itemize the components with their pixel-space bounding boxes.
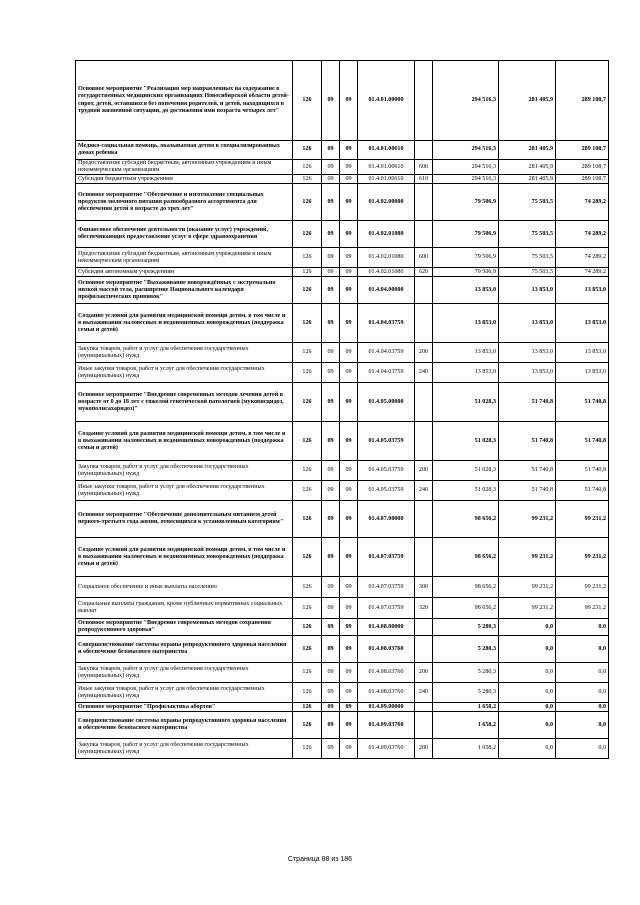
row-name: Закупка товаров, работ и услуг для обеспечения государственных (муниципальных) нужд bbox=[76, 663, 293, 683]
table-row bbox=[76, 248, 609, 268]
cell-expense-type: 610 bbox=[415, 175, 433, 184]
cell-amount-1: 79 506,9 bbox=[433, 184, 499, 221]
cell-amount-1: 98 656,2 bbox=[433, 577, 499, 598]
cell-amount-2: 0,0 bbox=[499, 703, 556, 712]
table-row bbox=[76, 683, 609, 703]
cell-subsection: 09 bbox=[340, 683, 358, 703]
table-row bbox=[76, 304, 609, 343]
cell-target-code: 01.4.02.01080 bbox=[358, 248, 415, 268]
cell-section: 09 bbox=[322, 577, 340, 598]
table-row bbox=[76, 184, 609, 221]
cell-amount-1: 79 506,9 bbox=[433, 221, 499, 248]
cell-amount-1: 1 658,2 bbox=[433, 712, 499, 739]
row-name: Социальные выплаты гражданам, кроме публичных нормативных социальных выплат bbox=[76, 598, 293, 619]
cell-subsection: 09 bbox=[340, 461, 358, 481]
cell-subsection: 09 bbox=[340, 277, 358, 304]
cell-grbs: 126 bbox=[293, 248, 322, 268]
row-name: Совершенствование системы охраны репродуктивного здоровья населения и обеспечение безопасного материнства bbox=[76, 712, 293, 739]
cell-target-code: 01.4.04.03759 bbox=[358, 304, 415, 343]
cell-amount-1: 294 516,3 bbox=[433, 141, 499, 160]
cell-amount-3: 289 108,7 bbox=[556, 141, 609, 160]
cell-grbs: 126 bbox=[293, 141, 322, 160]
cell-expense-type bbox=[415, 619, 433, 636]
cell-amount-2: 13 853,0 bbox=[499, 343, 556, 363]
cell-subsection: 09 bbox=[340, 712, 358, 739]
cell-expense-type bbox=[415, 221, 433, 248]
table-row bbox=[76, 663, 609, 683]
cell-amount-1: 1 658,2 bbox=[433, 739, 499, 759]
cell-subsection: 09 bbox=[340, 184, 358, 221]
cell-grbs: 126 bbox=[293, 538, 322, 577]
table-row bbox=[76, 221, 609, 248]
row-name: Основное мероприятие "Внедрение современных методов лечения детей в возрасте от 0 до 18 лет с тяжелой генетической патологией (муковисцидоз, мукополисахаридоз)" bbox=[76, 383, 293, 422]
cell-expense-type bbox=[415, 538, 433, 577]
cell-expense-type: 240 bbox=[415, 363, 433, 383]
cell-target-code: 01.4.01.00610 bbox=[358, 141, 415, 160]
cell-amount-3: 13 853,0 bbox=[556, 277, 609, 304]
table-row bbox=[76, 501, 609, 538]
cell-amount-3: 74 289,2 bbox=[556, 221, 609, 248]
cell-amount-1: 5 280,3 bbox=[433, 636, 499, 663]
cell-target-code: 01.4.07.03759 bbox=[358, 598, 415, 619]
cell-grbs: 126 bbox=[293, 481, 322, 501]
cell-amount-2: 75 503,5 bbox=[499, 248, 556, 268]
cell-section: 09 bbox=[322, 175, 340, 184]
cell-section: 09 bbox=[322, 277, 340, 304]
cell-amount-1: 13 853,0 bbox=[433, 343, 499, 363]
cell-section: 09 bbox=[322, 160, 340, 175]
cell-section: 09 bbox=[322, 343, 340, 363]
cell-amount-1: 51 028,3 bbox=[433, 422, 499, 461]
cell-expense-type: 240 bbox=[415, 683, 433, 703]
row-name: Субсидии автономным учреждениям bbox=[76, 268, 293, 277]
cell-section: 09 bbox=[322, 739, 340, 759]
cell-target-code: 01.4.07.03759 bbox=[358, 538, 415, 577]
cell-target-code: 01.4.07.00000 bbox=[358, 501, 415, 538]
cell-grbs: 126 bbox=[293, 619, 322, 636]
cell-amount-2: 0,0 bbox=[499, 636, 556, 663]
cell-section: 09 bbox=[322, 683, 340, 703]
row-name: Совершенствование системы охраны репродуктивного здоровья населения и обеспечение безопасного материнства bbox=[76, 636, 293, 663]
row-name: Закупка товаров, работ и услуг для обеспечения государственных (муниципальных) нужд bbox=[76, 739, 293, 759]
table-row bbox=[76, 703, 609, 712]
cell-expense-type: 200 bbox=[415, 343, 433, 363]
cell-section: 09 bbox=[322, 538, 340, 577]
cell-grbs: 126 bbox=[293, 383, 322, 422]
cell-section: 09 bbox=[322, 663, 340, 683]
cell-amount-3: 74 289,2 bbox=[556, 268, 609, 277]
cell-target-code: 01.4.01.00000 bbox=[358, 61, 415, 141]
cell-target-code: 01.4.05.03759 bbox=[358, 422, 415, 461]
cell-section: 09 bbox=[322, 184, 340, 221]
cell-amount-1: 79 506,9 bbox=[433, 248, 499, 268]
row-name: Предоставление субсидий бюджетным, автономным учреждениям и иным некоммерческим организациям bbox=[76, 160, 293, 175]
cell-grbs: 126 bbox=[293, 221, 322, 248]
table-row bbox=[76, 175, 609, 184]
table-row bbox=[76, 141, 609, 160]
cell-grbs: 126 bbox=[293, 363, 322, 383]
cell-expense-type: 200 bbox=[415, 663, 433, 683]
cell-amount-3: 0,0 bbox=[556, 739, 609, 759]
cell-grbs: 126 bbox=[293, 712, 322, 739]
cell-expense-type bbox=[415, 703, 433, 712]
cell-section: 09 bbox=[322, 501, 340, 538]
cell-section: 09 bbox=[322, 703, 340, 712]
page-footer: Страница 88 из 186 bbox=[287, 856, 353, 863]
cell-expense-type bbox=[415, 141, 433, 160]
row-name: Основное мероприятие "Реализация мер направленных на содержание в государственных медицинских организациях Новосибирской области детей-сирот, детей, оставшихся без попечения родителей, и детей, находящихся в трудной жизненной ситуации, до достижения ими возраста четырех лет" bbox=[76, 61, 293, 141]
row-name: Иные закупки товаров, работ и услуг для обеспечения государственных (муниципальных) нужд bbox=[76, 481, 293, 501]
cell-section: 09 bbox=[322, 481, 340, 501]
cell-subsection: 09 bbox=[340, 703, 358, 712]
cell-amount-2: 281 405,9 bbox=[499, 141, 556, 160]
cell-grbs: 126 bbox=[293, 703, 322, 712]
row-name: Предоставление субсидий бюджетным, автономным учреждениям и иным некоммерческим организациям bbox=[76, 248, 293, 268]
row-name: Создание условий для развития медицинской помощи детям, в том числе и в выхаживании маловесных и недоношенных новорожденных (поддержка семьи и детей) bbox=[76, 538, 293, 577]
cell-grbs: 126 bbox=[293, 422, 322, 461]
cell-amount-2: 0,0 bbox=[499, 619, 556, 636]
row-name: Иные закупки товаров, работ и услуг для обеспечения государственных (муниципальных) нужд bbox=[76, 363, 293, 383]
table-row bbox=[76, 461, 609, 481]
cell-target-code: 01.4.01.00610 bbox=[358, 160, 415, 175]
cell-section: 09 bbox=[322, 141, 340, 160]
cell-grbs: 126 bbox=[293, 636, 322, 663]
cell-target-code: 01.4.09.03760 bbox=[358, 739, 415, 759]
cell-amount-3: 99 231,2 bbox=[556, 577, 609, 598]
cell-target-code: 01.4.09.03760 bbox=[358, 712, 415, 739]
cell-amount-3: 74 289,2 bbox=[556, 248, 609, 268]
cell-expense-type bbox=[415, 501, 433, 538]
cell-amount-1: 294 516,3 bbox=[433, 160, 499, 175]
cell-expense-type bbox=[415, 636, 433, 663]
cell-target-code: 01.4.02.01080 bbox=[358, 268, 415, 277]
cell-subsection: 09 bbox=[340, 268, 358, 277]
cell-amount-1: 51 028,3 bbox=[433, 383, 499, 422]
cell-grbs: 126 bbox=[293, 175, 322, 184]
table-row bbox=[76, 383, 609, 422]
cell-amount-2: 13 853,0 bbox=[499, 304, 556, 343]
cell-expense-type: 600 bbox=[415, 160, 433, 175]
table-row bbox=[76, 712, 609, 739]
cell-amount-3: 0,0 bbox=[556, 683, 609, 703]
cell-subsection: 09 bbox=[340, 343, 358, 363]
cell-amount-2: 13 853,0 bbox=[499, 277, 556, 304]
cell-amount-2: 75 503,5 bbox=[499, 221, 556, 248]
cell-section: 09 bbox=[322, 422, 340, 461]
table-row bbox=[76, 739, 609, 759]
cell-amount-2: 99 231,2 bbox=[499, 538, 556, 577]
cell-amount-2: 51 740,8 bbox=[499, 383, 556, 422]
cell-subsection: 09 bbox=[340, 739, 358, 759]
row-name: Субсидии бюджетным учреждениям bbox=[76, 175, 293, 184]
cell-amount-2: 281 405,9 bbox=[499, 175, 556, 184]
cell-expense-type bbox=[415, 422, 433, 461]
cell-amount-2: 51 740,8 bbox=[499, 481, 556, 501]
cell-amount-1: 51 028,3 bbox=[433, 481, 499, 501]
cell-amount-3: 0,0 bbox=[556, 663, 609, 683]
cell-amount-1: 13 853,0 bbox=[433, 304, 499, 343]
cell-expense-type bbox=[415, 61, 433, 141]
row-name: Иные закупки товаров, работ и услуг для обеспечения государственных (муниципальных) нужд bbox=[76, 683, 293, 703]
cell-section: 09 bbox=[322, 461, 340, 481]
cell-subsection: 09 bbox=[340, 538, 358, 577]
row-name: Создание условий для развития медицинской помощи детям, в том числе и в выхаживании маловесных и недоношенных новорожденных (поддержка семьи и детей) bbox=[76, 422, 293, 461]
cell-amount-1: 13 853,0 bbox=[433, 277, 499, 304]
table-row bbox=[76, 343, 609, 363]
table-row bbox=[76, 363, 609, 383]
table-row bbox=[76, 277, 609, 304]
cell-amount-2: 75 503,5 bbox=[499, 184, 556, 221]
row-name: Основное мероприятие "Обеспечение и изготовление специальных продуктов молочного питания разнообразного ассортимента для обеспечения детей в возрасте до трех лет" bbox=[76, 184, 293, 221]
cell-amount-2: 51 740,8 bbox=[499, 461, 556, 481]
cell-amount-3: 289 108,7 bbox=[556, 175, 609, 184]
cell-subsection: 09 bbox=[340, 383, 358, 422]
cell-subsection: 09 bbox=[340, 577, 358, 598]
cell-amount-3: 0,0 bbox=[556, 619, 609, 636]
cell-amount-3: 51 740,8 bbox=[556, 461, 609, 481]
cell-subsection: 09 bbox=[340, 636, 358, 663]
table-row bbox=[76, 598, 609, 619]
cell-expense-type: 200 bbox=[415, 461, 433, 481]
table-row bbox=[76, 481, 609, 501]
cell-grbs: 126 bbox=[293, 304, 322, 343]
cell-target-code: 01.4.09.00000 bbox=[358, 703, 415, 712]
cell-amount-1: 1 658,2 bbox=[433, 703, 499, 712]
cell-target-code: 01.4.05.03759 bbox=[358, 481, 415, 501]
cell-expense-type: 600 bbox=[415, 248, 433, 268]
cell-subsection: 09 bbox=[340, 501, 358, 538]
row-name: Создание условий для развития медицинской помощи детям, в том числе и в выхаживании маловесных и недоношенных новорожденных (поддержка семьи и детей) bbox=[76, 304, 293, 343]
cell-section: 09 bbox=[322, 248, 340, 268]
cell-amount-1: 98 656,2 bbox=[433, 538, 499, 577]
cell-amount-2: 0,0 bbox=[499, 663, 556, 683]
cell-section: 09 bbox=[322, 712, 340, 739]
cell-grbs: 126 bbox=[293, 277, 322, 304]
cell-expense-type bbox=[415, 277, 433, 304]
cell-section: 09 bbox=[322, 304, 340, 343]
cell-subsection: 09 bbox=[340, 481, 358, 501]
cell-target-code: 01.4.04.03759 bbox=[358, 363, 415, 383]
cell-subsection: 09 bbox=[340, 175, 358, 184]
cell-amount-3: 99 231,2 bbox=[556, 501, 609, 538]
cell-amount-3: 51 740,8 bbox=[556, 481, 609, 501]
cell-subsection: 09 bbox=[340, 598, 358, 619]
cell-target-code: 01.4.04.00000 bbox=[358, 277, 415, 304]
cell-subsection: 09 bbox=[340, 141, 358, 160]
cell-subsection: 09 bbox=[340, 61, 358, 141]
cell-expense-type: 320 bbox=[415, 598, 433, 619]
cell-amount-3: 99 231,2 bbox=[556, 598, 609, 619]
row-name: Финансовое обеспечение деятельности (оказание услуг) учреждений, обеспечивающих предоставление услуг в сфере здравоохранения bbox=[76, 221, 293, 248]
cell-amount-2: 99 231,2 bbox=[499, 577, 556, 598]
cell-section: 09 bbox=[322, 598, 340, 619]
cell-grbs: 126 bbox=[293, 160, 322, 175]
cell-amount-2: 99 231,2 bbox=[499, 501, 556, 538]
cell-grbs: 126 bbox=[293, 268, 322, 277]
cell-section: 09 bbox=[322, 363, 340, 383]
cell-expense-type: 240 bbox=[415, 481, 433, 501]
cell-target-code: 01.4.08.00000 bbox=[358, 619, 415, 636]
table-row bbox=[76, 577, 609, 598]
table-row bbox=[76, 538, 609, 577]
table-row bbox=[76, 268, 609, 277]
cell-grbs: 126 bbox=[293, 61, 322, 141]
cell-amount-1: 5 280,3 bbox=[433, 619, 499, 636]
cell-amount-3: 289 108,7 bbox=[556, 61, 609, 141]
cell-amount-3: 0,0 bbox=[556, 712, 609, 739]
cell-grbs: 126 bbox=[293, 501, 322, 538]
table-body bbox=[76, 61, 609, 759]
budget-table bbox=[75, 60, 609, 759]
cell-amount-2: 13 853,0 bbox=[499, 363, 556, 383]
row-name: Основное мероприятие "Внедрение современных методов сохранения репродуктивного здоровья" bbox=[76, 619, 293, 636]
cell-subsection: 09 bbox=[340, 663, 358, 683]
cell-subsection: 09 bbox=[340, 363, 358, 383]
cell-amount-1: 13 853,0 bbox=[433, 363, 499, 383]
cell-expense-type: 300 bbox=[415, 577, 433, 598]
cell-amount-1: 294 516,3 bbox=[433, 61, 499, 141]
cell-subsection: 09 bbox=[340, 304, 358, 343]
cell-amount-3: 13 853,0 bbox=[556, 363, 609, 383]
cell-section: 09 bbox=[322, 268, 340, 277]
cell-section: 09 bbox=[322, 61, 340, 141]
cell-grbs: 126 bbox=[293, 184, 322, 221]
cell-target-code: 01.4.05.00000 bbox=[358, 383, 415, 422]
cell-amount-3: 0,0 bbox=[556, 636, 609, 663]
cell-expense-type bbox=[415, 184, 433, 221]
cell-amount-1: 5 280,3 bbox=[433, 663, 499, 683]
cell-amount-2: 75 503,5 bbox=[499, 268, 556, 277]
row-name: Основное мероприятие "Профилактика абортов" bbox=[76, 703, 293, 712]
cell-grbs: 126 bbox=[293, 461, 322, 481]
cell-target-code: 01.4.08.03760 bbox=[358, 683, 415, 703]
cell-subsection: 09 bbox=[340, 619, 358, 636]
table-row bbox=[76, 619, 609, 636]
cell-target-code: 01.4.04.03759 bbox=[358, 343, 415, 363]
cell-expense-type: 200 bbox=[415, 739, 433, 759]
cell-amount-1: 98 656,2 bbox=[433, 501, 499, 538]
cell-target-code: 01.4.01.00610 bbox=[358, 175, 415, 184]
cell-amount-1: 51 028,3 bbox=[433, 461, 499, 481]
cell-amount-1: 294 516,3 bbox=[433, 175, 499, 184]
cell-subsection: 09 bbox=[340, 422, 358, 461]
cell-amount-2: 99 231,2 bbox=[499, 598, 556, 619]
cell-grbs: 126 bbox=[293, 577, 322, 598]
cell-amount-3: 0,0 bbox=[556, 703, 609, 712]
cell-expense-type bbox=[415, 712, 433, 739]
table-row bbox=[76, 636, 609, 663]
cell-section: 09 bbox=[322, 619, 340, 636]
cell-grbs: 126 bbox=[293, 598, 322, 619]
table-row bbox=[76, 61, 609, 141]
cell-expense-type: 620 bbox=[415, 268, 433, 277]
cell-subsection: 09 bbox=[340, 248, 358, 268]
cell-amount-2: 0,0 bbox=[499, 712, 556, 739]
cell-amount-3: 13 853,0 bbox=[556, 343, 609, 363]
cell-amount-2: 0,0 bbox=[499, 683, 556, 703]
cell-section: 09 bbox=[322, 221, 340, 248]
cell-expense-type bbox=[415, 304, 433, 343]
cell-amount-2: 281 405,9 bbox=[499, 160, 556, 175]
cell-amount-2: 0,0 bbox=[499, 739, 556, 759]
row-name: Закупка товаров, работ и услуг для обеспечения государственных (муниципальных) нужд bbox=[76, 343, 293, 363]
cell-amount-2: 51 740,8 bbox=[499, 422, 556, 461]
cell-section: 09 bbox=[322, 636, 340, 663]
cell-grbs: 126 bbox=[293, 663, 322, 683]
cell-amount-3: 51 740,8 bbox=[556, 383, 609, 422]
cell-target-code: 01.4.08.03760 bbox=[358, 636, 415, 663]
cell-target-code: 01.4.07.03759 bbox=[358, 577, 415, 598]
row-name: Основное мероприятие "Выхаживание новорождённых с экстремально низкой массой тела, расширение Национального календаря профилактических прививок" bbox=[76, 277, 293, 304]
cell-grbs: 126 bbox=[293, 343, 322, 363]
cell-grbs: 126 bbox=[293, 739, 322, 759]
cell-target-code: 01.4.05.03759 bbox=[358, 461, 415, 481]
cell-target-code: 01.4.08.03760 bbox=[358, 663, 415, 683]
table-row bbox=[76, 422, 609, 461]
cell-amount-3: 99 231,2 bbox=[556, 538, 609, 577]
row-name: Социальное обеспечение и иные выплаты населению bbox=[76, 577, 293, 598]
row-name: Закупка товаров, работ и услуг для обеспечения государственных (муниципальных) нужд bbox=[76, 461, 293, 481]
cell-grbs: 126 bbox=[293, 683, 322, 703]
cell-expense-type bbox=[415, 383, 433, 422]
cell-amount-1: 5 280,3 bbox=[433, 683, 499, 703]
row-name: Основное мероприятие "Обеспечение дополнительным питанием детей первого-третьего года жизни, относящихся к установленным категориям" bbox=[76, 501, 293, 538]
cell-amount-1: 79 506,9 bbox=[433, 268, 499, 277]
cell-amount-3: 13 853,0 bbox=[556, 304, 609, 343]
table-row bbox=[76, 160, 609, 175]
cell-amount-1: 98 656,2 bbox=[433, 598, 499, 619]
cell-target-code: 01.4.02.01080 bbox=[358, 221, 415, 248]
cell-amount-2: 281 405,9 bbox=[499, 61, 556, 141]
cell-target-code: 01.4.02.00000 bbox=[358, 184, 415, 221]
cell-section: 09 bbox=[322, 383, 340, 422]
row-name: Медико-социальная помощь, оказываемая детям в специализированных домах ребенка bbox=[76, 141, 293, 160]
cell-amount-3: 74 289,2 bbox=[556, 184, 609, 221]
cell-amount-3: 289 108,7 bbox=[556, 160, 609, 175]
cell-subsection: 09 bbox=[340, 160, 358, 175]
cell-amount-3: 51 740,8 bbox=[556, 422, 609, 461]
cell-subsection: 09 bbox=[340, 221, 358, 248]
